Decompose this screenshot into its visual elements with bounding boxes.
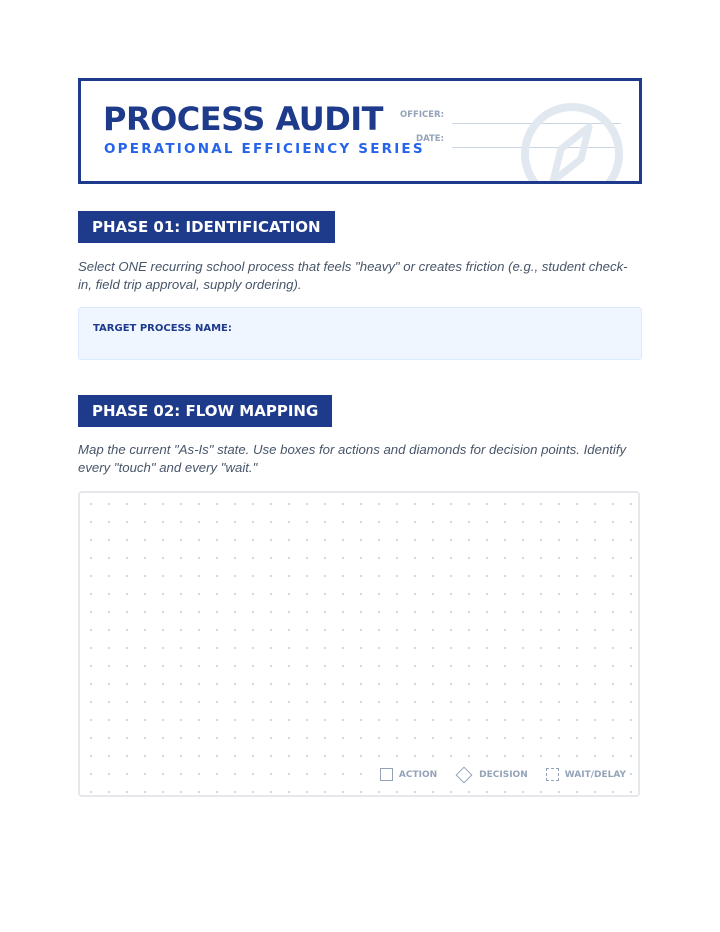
legend-item-decision (455, 769, 528, 781)
legend-label: ACTION (398, 769, 438, 780)
wait-dashed-square-icon (546, 768, 559, 781)
phase-01-instructions: Select ONE recurring school process that feels "heavy" or creates friction (e.g., student check-in, field trip approval, supply ordering). (78, 259, 628, 292)
phase-01-heading: PHASE 01: IDENTIFICATION (78, 211, 335, 243)
action-square-icon (380, 768, 393, 781)
date-label: DATE: (416, 134, 444, 144)
legend-item-wait (546, 768, 626, 781)
compass-icon (517, 99, 627, 184)
legend-label: WAIT/DELAY (564, 769, 626, 780)
page-title: PROCESS AUDIT (103, 100, 383, 138)
phase-02-heading: PHASE 02: FLOW MAPPING (78, 395, 332, 427)
flow-legend (376, 766, 626, 783)
decision-diamond-icon (456, 766, 473, 783)
legend-label: DECISION (479, 769, 528, 780)
officer-label: OFFICER: (400, 110, 444, 120)
flow-mapping-canvas[interactable] (78, 491, 640, 797)
legend-item-action (380, 768, 437, 781)
header-box (78, 78, 642, 184)
target-process-label: TARGET PROCESS NAME: (93, 323, 232, 334)
phase-02-instructions: Map the current "As-Is" state. Use boxes for actions and diamonds for decision points. Identify every "touch" and every "wait." (78, 442, 627, 475)
target-process-field[interactable] (78, 307, 642, 360)
page-subtitle: OPERATIONAL EFFICIENCY SERIES (104, 141, 425, 157)
